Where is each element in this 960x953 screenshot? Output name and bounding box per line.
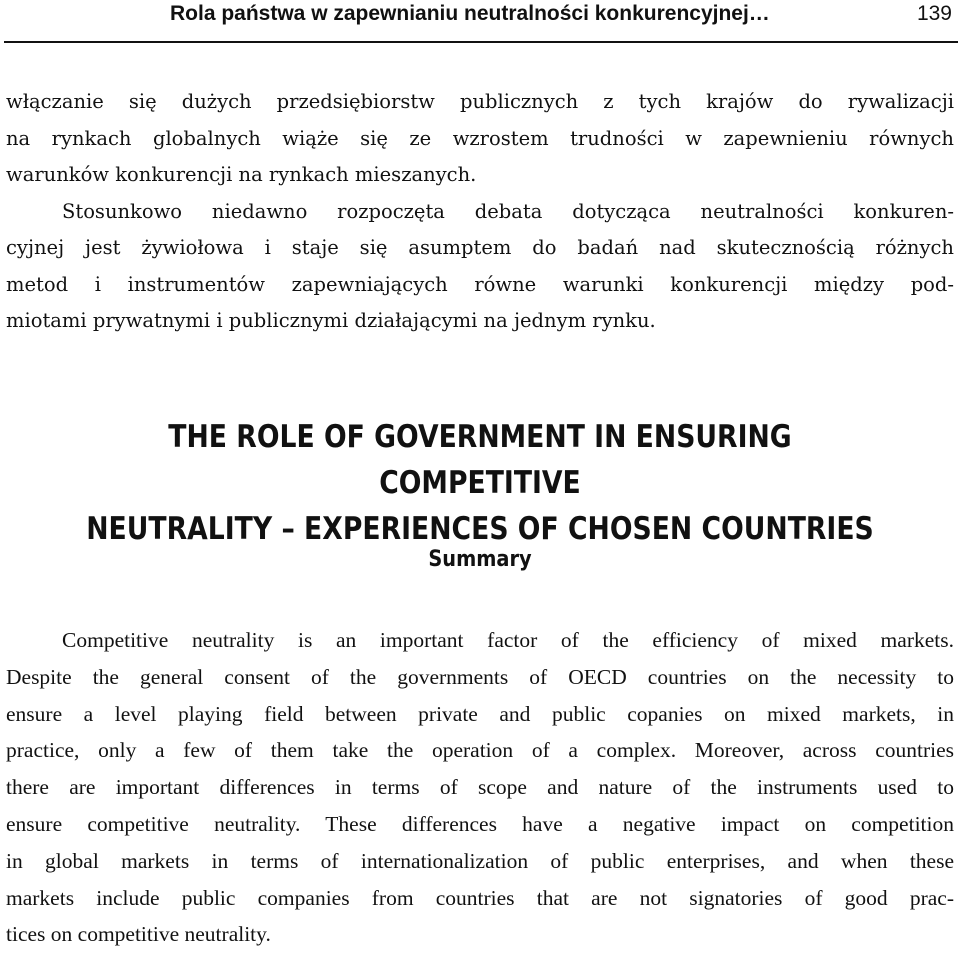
body-line: cyjnej jest żywiołowa i staje się asumptem do badań nad skutecznością różnych [6, 236, 954, 259]
body-line: warunków konkurencji na rynkach mieszanych. [6, 163, 477, 186]
summary-title-line: THE ROLE OF GOVERNMENT IN ENSURING COMPETITIVE [168, 419, 792, 501]
summary-label: Summary [428, 547, 532, 572]
summary-line: ensure competitive neutrality. These differences have a negative impact on competition [6, 811, 954, 836]
page-number: 139 [916, 2, 952, 25]
summary-line: tices on competitive neutrality. [6, 922, 271, 947]
body-paragraphs [6, 84, 954, 340]
header-rule [4, 41, 958, 43]
body-line: miotami prywatnymi i publicznymi działającymi na jednym rynku. [6, 309, 656, 332]
summary-line: Competitive neutrality is an important factor of the efficiency of mixed markets. [62, 628, 954, 652]
summary-paragraph [6, 622, 954, 953]
summary-line: markets include public companies from countries that are not signatories of good prac- [6, 885, 954, 910]
body-line: metod i instrumentów zapewniających równe warunki konkurencji między pod- [6, 272, 954, 296]
summary-line: there are important differences in terms of scope and nature of the instruments used to [6, 775, 954, 800]
summary-line: Despite the general consent of the governments of OECD countries on the necessity to [6, 664, 954, 689]
running-title: Rola państwa w zapewnianiu neutralności konkurencyjnej… [170, 2, 770, 25]
summary-line: practice, only a few of them take the operation of a complex. Moreover, across countries [6, 738, 954, 763]
summary-line: ensure a level playing field between private and public copanies on mixed markets, in [6, 701, 954, 726]
body-line: Stosunkowo niedawno rozpoczęta debata dotycząca neutralności konkuren- [62, 199, 954, 223]
body-line: włączanie się dużych przedsiębiorstw publicznych z tych krajów do rywalizacji [6, 90, 954, 113]
summary-title-line: NEUTRALITY – EXPERIENCES OF CHOSEN COUNTRIES [86, 511, 874, 547]
page-header [0, 0, 960, 44]
summary-title [67, 414, 893, 552]
summary-line: in global markets in terms of internationalization of public enterprises, and when these [6, 848, 954, 873]
body-line: na rynkach globalnych wiąże się ze wzrostem trudności w zapewnieniu równych [6, 126, 954, 150]
